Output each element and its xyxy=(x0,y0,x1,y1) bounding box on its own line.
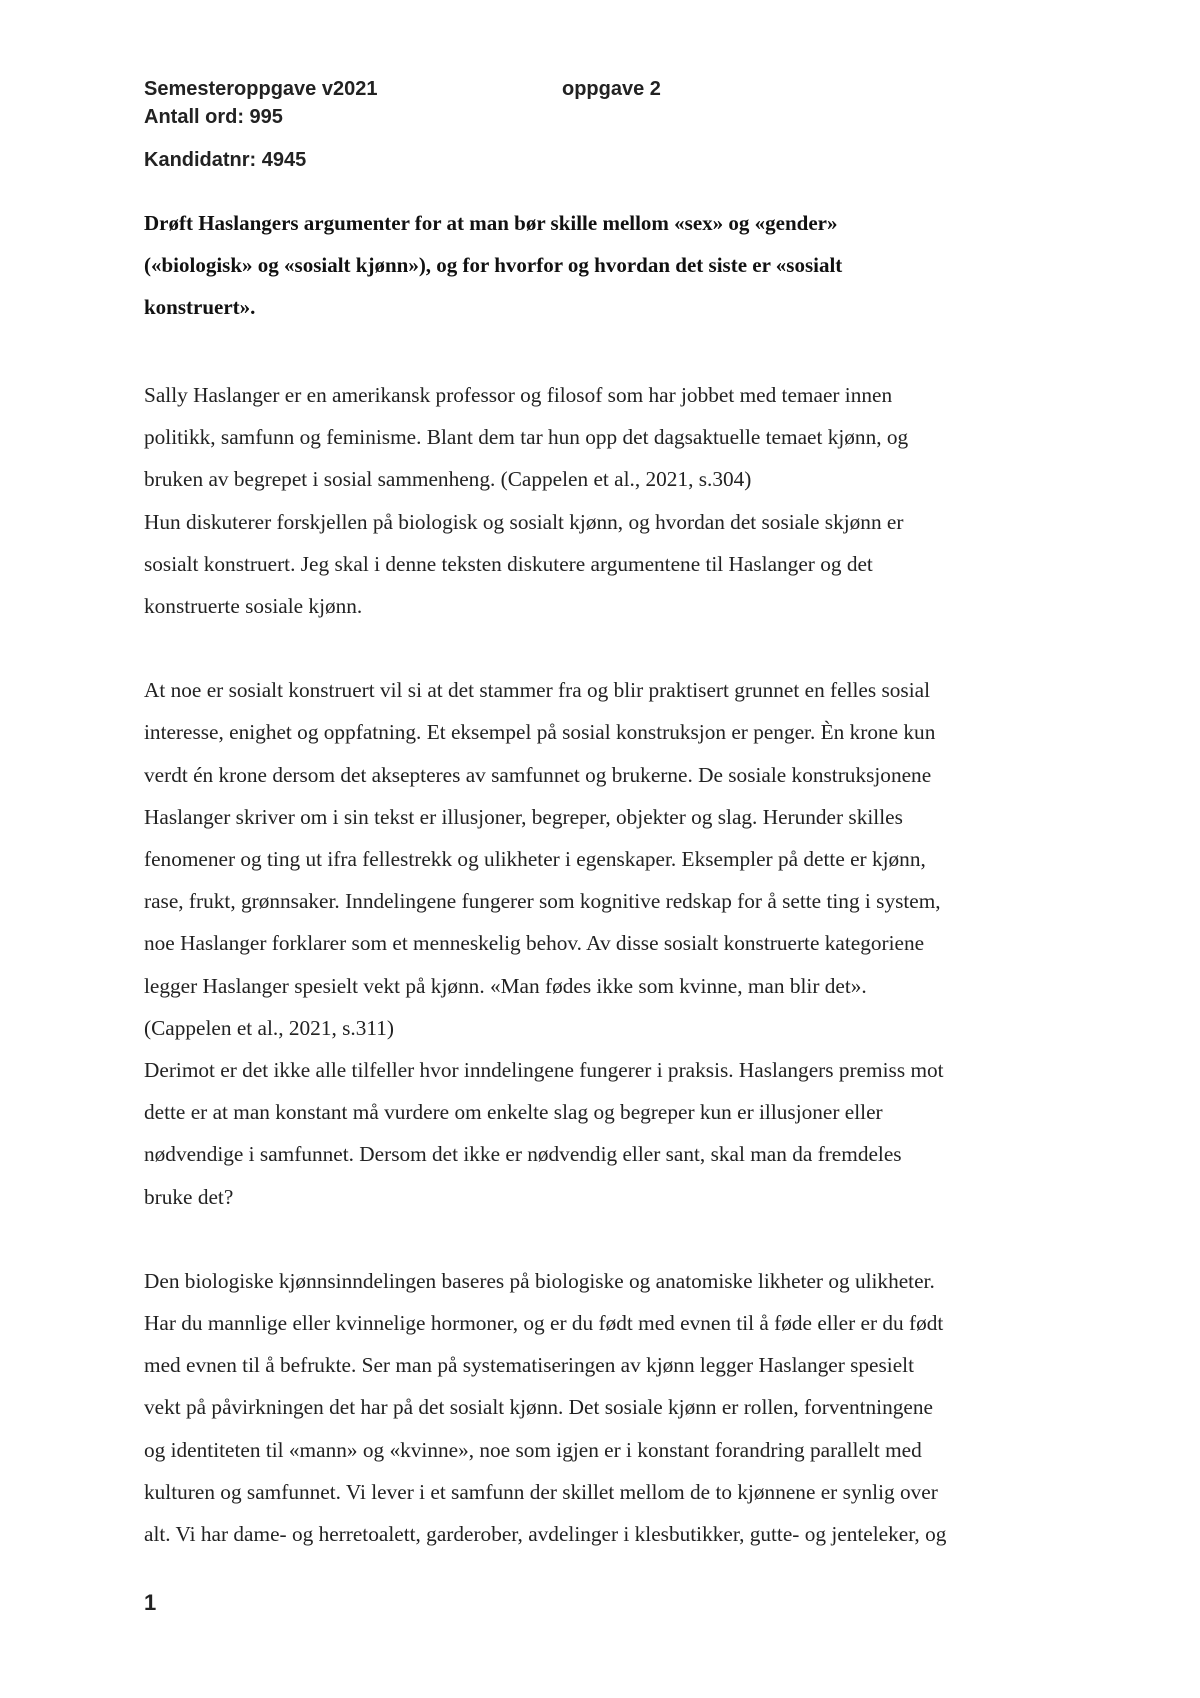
text-line: fenomener og ting ut ifra fellestrekk og ulikheter i egenskaper. Eksempler på dette er kjønn, xyxy=(144,847,926,872)
title-line: konstruert». xyxy=(144,295,256,319)
text-line: politikk, samfunn og feminisme. Blant dem tar hun opp det dagsaktuelle temaet kjønn, og xyxy=(144,425,909,450)
assignment-title xyxy=(144,202,1074,328)
title-line: («biologisk» og «sosialt kjønn»), og for hvorfor og hvordan det siste er «sosialt xyxy=(144,253,843,277)
text-line: Sally Haslanger er en amerikansk professor og filosof som har jobbet med temaer innen xyxy=(144,383,893,407)
text-line: vekt på påvirkningen det har på det sosialt kjønn. Det sosiale kjønn er rollen, forventningene xyxy=(144,1395,933,1420)
text-line: konstruerte sosiale kjønn. xyxy=(144,594,363,619)
text-line: med evnen til å befrukte. Ser man på systematiseringen av kjønn legger Haslanger spesielt xyxy=(144,1353,914,1378)
page-number: 1 xyxy=(144,1590,157,1615)
paragraph-social-construction xyxy=(144,669,1079,1218)
paragraph-gap xyxy=(144,1218,1079,1260)
text-line: verdt én krone dersom det aksepteres av samfunnet og brukerne. De sosiale konstruksjonene xyxy=(144,762,932,787)
text-line: nødvendige i samfunnet. Dersom det ikke er nødvendig eller sant, skal man da fremdeles xyxy=(144,1142,902,1167)
assignment-header: oppgave 2 xyxy=(562,78,661,100)
paragraph-intro xyxy=(144,374,1079,627)
title-line: Drøft Haslangers argumenter for at man bør skille mellom «sex» og «gender» xyxy=(144,211,838,235)
text-line: legger Haslanger spesielt vekt på kjønn. «Man fødes ikke som kvinne, man blir det». xyxy=(144,973,867,998)
text-line: Den biologiske kjønnsinndelingen baseres på biologiske og anatomiske likheter og ulikheter. xyxy=(144,1268,935,1293)
text-line: bruken av begrepet i sosial sammenheng. (Cappelen et al., 2021, s.304) xyxy=(144,467,752,492)
word-count: Antall ord: 995 xyxy=(144,106,283,128)
text-line: rase, frukt, grønnsaker. Inndelingene fungerer som kognitive redskap for å sette ting i system, xyxy=(144,889,941,914)
text-line: bruke det? xyxy=(144,1184,234,1209)
text-line: sosialt konstruert. Jeg skal i denne teksten diskutere argumentene til Haslanger og det xyxy=(144,551,873,576)
text-line: (Cappelen et al., 2021, s.311) xyxy=(144,1015,394,1040)
text-line: Hun diskuterer forskjellen på biologisk og sosialt kjønn, og hvordan det sosiale skjønn er xyxy=(144,509,904,534)
course-header: Semesteroppgave v2021 xyxy=(144,78,378,100)
text-line: noe Haslanger forklarer som et menneskelig behov. Av disse sosialt konstruerte kategoriene xyxy=(144,931,925,956)
text-line: interesse, enighet og oppfatning. Et eksempel på sosial konstruksjon er penger. Èn krone kun xyxy=(144,720,936,745)
candidate-number: Kandidatnr: 4945 xyxy=(144,149,307,171)
document-body xyxy=(144,374,1079,1555)
text-line: Har du mannlige eller kvinnelige hormoner, og er du født med evnen til å føde eller er du født xyxy=(144,1311,944,1336)
paragraph-gap xyxy=(144,627,1079,669)
text-line: At noe er sosialt konstruert vil si at det stammer fra og blir praktisert grunnet en felles sosial xyxy=(144,678,931,703)
text-line: Haslanger skriver om i sin tekst er illusjoner, begreper, objekter og slag. Herunder skilles xyxy=(144,804,903,829)
text-line: alt. Vi har dame- og herretoalett, garderober, avdelinger i klesbutikker, gutte- og jenteleker, og xyxy=(144,1522,947,1547)
text-line: dette er at man konstant må vurdere om enkelte slag og begreper kun er illusjoner eller xyxy=(144,1100,883,1125)
text-line: Derimot er det ikke alle tilfeller hvor inndelingene fungerer i praksis. Haslangers premiss mot xyxy=(144,1058,944,1083)
text-line: og identiteten til «mann» og «kvinne», noe som igjen er i konstant forandring parallelt med xyxy=(144,1437,922,1462)
paragraph-biological-gender xyxy=(144,1260,1079,1555)
text-line: kulturen og samfunnet. Vi lever i et samfunn der skillet mellom de to kjønnene er synlig over xyxy=(144,1479,938,1504)
